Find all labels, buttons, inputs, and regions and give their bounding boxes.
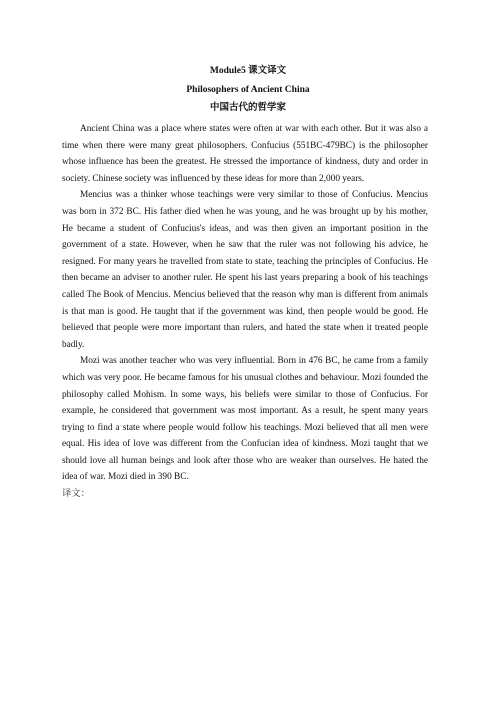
translation-label: 译文： [62, 489, 90, 500]
module-title: Module5 课文译文 [209, 66, 287, 76]
paragraph-mozi: Mozi was another teacher who was very influential. Born in 476 BC, he came from a family which was very poor. He became famous for his unusual clothes and behaviour. Mozi founded the philosophy called Mohism. In some ways, his beliefs were similar to those of Confucius. For example, he considered that government was most important. As a result, he spent many years trying to find a state where people would follow his teachings. Mozi believed that all men were equal. His idea of love was different from the Confucian idea of kindness. Mozi taught that we should love all human beings and look after those who are weaker than ourselves. He hated the idea of war. Mozi died in 390 BC. [62, 356, 428, 483]
english-title: Philosophers of Ancient China [186, 85, 310, 95]
paragraph-confucius: Ancient China was a place where states were often at war with each other. But it was also a time when there were many great philosophers. Confucius (551BC-479BC) is the philosopher whose influence has been the greatest. He stressed the importance of kindness, duty and order in society. Chinese society was influenced by these ideas for more than 2,000 years. [62, 124, 428, 184]
article-body [62, 121, 428, 503]
chinese-title: 中国古代的哲学家 [209, 103, 286, 113]
paragraph-mencius: Mencius was a thinker whose teachings were very similar to those of Confucius. Mencius was born in 372 BC. His father died when he was young, and he was brought up by his mother, He became a student of Confucius's ideas, and was then given an important position in the government of a state. However, when he saw that the ruler was not following his advice, he resigned. For many years he travelled from state to state, teaching the principles of Confucius. He then became an adviser to another ruler. He spent his last years preparing a book of his teachings called The Book of Mencius. Mencius believed that the reason why man is different from animals is that man is good. He taught that if the government was kind, then people would be good. He believed that people were more important than rulers, and hated the state when it treated people badly. [62, 190, 428, 350]
